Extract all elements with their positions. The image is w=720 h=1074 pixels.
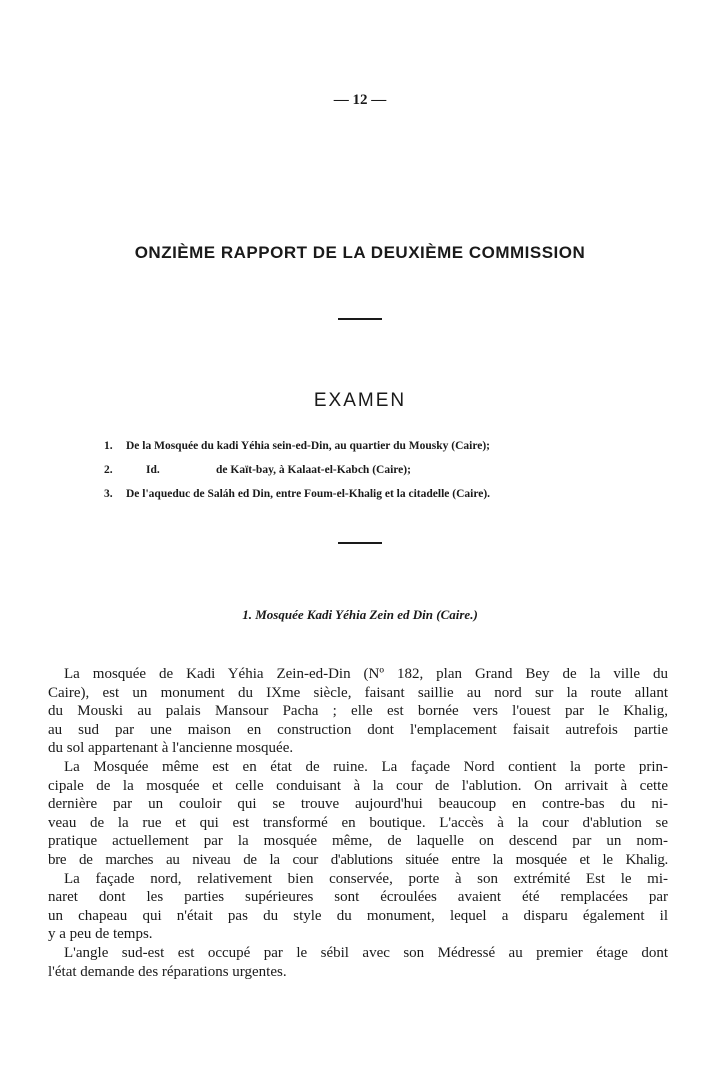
text-line: Caire), est un monument du IXme siècle, faisant saillie au nord sur la route allant [48, 684, 668, 701]
report-title: ONZIÈME RAPPORT DE LA DEUXIÈME COMMISSION [134, 243, 586, 262]
text-line: veau de la rue et qui est transformé en boutique. L'accès à la cour d'ablution se [48, 814, 668, 831]
text-line: pratique actuellement par la mosquée même, de laquelle on descend par un nom- [48, 833, 668, 850]
exam-item [104, 438, 624, 462]
examen-heading: EXAMEN [313, 390, 407, 411]
exam-item-text: de Kaït-bay, à Kalaat-el-Kabch (Caire); [216, 464, 411, 476]
exam-item-number: 1. [104, 440, 113, 452]
text-line: au sud par une maison en construction dont l'emplacement faisait autrefois partie [48, 721, 668, 738]
section-heading: 1. Mosquée Kadi Yéhia Zein ed Din (Caire.) [242, 607, 478, 622]
text-line: naret dont les parties supérieures sont écroulées avaient été remplacées par [48, 889, 668, 906]
text-line: un chapeau qui n'était pas du style du monument, lequel a disparu également il [48, 907, 668, 924]
text-line: bre de marches au niveau de la cour d'ablutions située entre la mosquée et le Khalig. [48, 851, 668, 868]
exam-item-text: De la Mosquée du kadi Yéhia sein-ed-Din, au quartier du Mousky (Caire); [126, 440, 490, 452]
exam-item [104, 486, 624, 510]
exam-item [104, 462, 624, 486]
text-line: La Mosquée même est en état de ruine. La façade Nord contient la porte prin- [64, 758, 668, 775]
exam-item-id: Id. [146, 464, 160, 476]
exam-item-text: De l'aqueduc de Saláh ed Din, entre Foum-el-Khalig et la citadelle (Caire). [126, 488, 491, 500]
text-line: l'état demande des réparations urgentes. [48, 963, 287, 980]
text-line: du Mouski au palais Mansour Pacha ; elle est bornée vers l'ouest par le Khalig, [48, 703, 668, 720]
body-text [48, 665, 668, 981]
divider-rule [338, 318, 382, 320]
text-line: y a peu de temps. [48, 926, 153, 943]
divider-rule [338, 542, 382, 544]
text-line: La façade nord, relativement bien conservée, porte à son extrémité Est le mi- [64, 870, 668, 887]
exam-item-number: 3. [104, 488, 113, 500]
text-line: du sol appartenant à l'ancienne mosquée. [48, 740, 294, 757]
exam-item-number: 2. [104, 464, 113, 476]
page-number: — 12 — [333, 92, 387, 108]
text-line: L'angle sud-est est occupé par le sébil avec son Médressé au premier étage dont [64, 944, 668, 961]
text-line: La mosquée de Kadi Yéhia Zein-ed-Din (Nº 182, plan Grand Bey de la ville du [64, 666, 668, 682]
text-line: cipale de la mosquée et celle conduisant à la cour de l'ablution. On arrivait à cette [48, 777, 668, 794]
exam-list [104, 438, 624, 510]
text-line: dernière par un couloir qui se trouve aujourd'hui beaucoup en contre-bas du ni- [48, 796, 668, 813]
